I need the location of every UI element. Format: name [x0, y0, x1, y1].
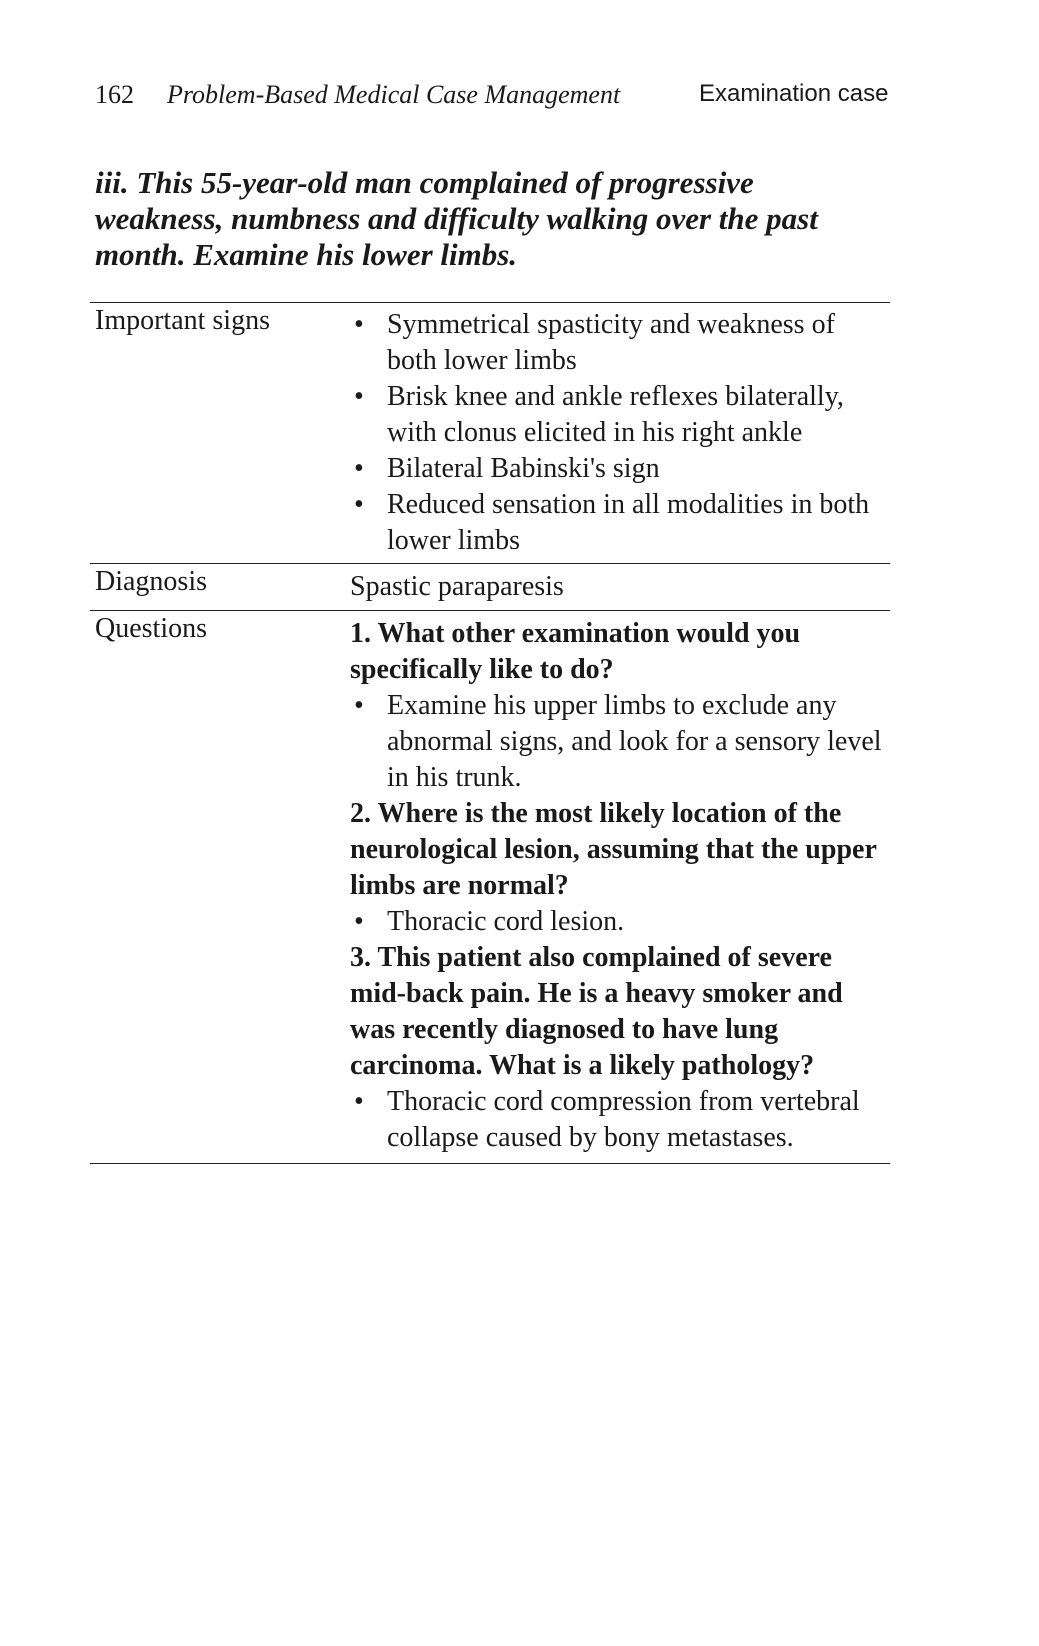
important-signs-label: Important signs [95, 305, 270, 336]
diagnosis-label: Diagnosis [95, 566, 207, 597]
section-label: Examination case [699, 80, 889, 107]
answer-list [350, 688, 890, 796]
question-text: 3. This patient also complained of severe mid-back pain. He is a heavy smoker and was recently diagnosed to have lung carcinoma. What is a likely pathology? [350, 942, 843, 1081]
answer-list [350, 1084, 890, 1156]
important-signs-row [90, 303, 890, 563]
sign-item [350, 487, 890, 559]
answer-item [350, 1084, 890, 1156]
case-heading-line: iii. This 55-year-old man complained of progressive [95, 165, 754, 200]
bullet-icon: • [354, 489, 364, 520]
case-heading-line: month. Examine his lower limbs. [95, 237, 518, 272]
answer-item [350, 688, 890, 796]
sign-text: Reduced sensation in all modalities in both lower limbs [387, 489, 870, 556]
answer-text: Thoracic cord lesion. [387, 906, 625, 937]
sign-text: Brisk knee and ankle reflexes bilaterally, with clonus elicited in his right ankle [387, 381, 844, 448]
diagnosis-row [90, 564, 890, 610]
sign-text: Symmetrical spasticity and weakness of both lower limbs [387, 309, 835, 376]
sign-item [350, 451, 890, 487]
question-text: 1. What other examination would you specifically like to do? [350, 618, 801, 685]
table-bottom-rule [90, 1163, 890, 1164]
question-text: 2. Where is the most likely location of the neurological lesion, assuming that the upper limbs are normal? [350, 798, 877, 901]
case-heading-line: weakness, numbness and difficulty walking over the past [95, 201, 818, 236]
bullet-icon: • [354, 1086, 364, 1117]
sign-text: Bilateral Babinski's sign [387, 453, 660, 484]
answer-item [350, 904, 890, 940]
case-heading [95, 165, 885, 273]
bullet-icon: • [354, 381, 364, 412]
important-signs-list [350, 307, 890, 559]
diagnosis-value: Spastic paraparesis [350, 571, 564, 602]
answer-list [350, 904, 890, 940]
bullet-icon: • [354, 690, 364, 721]
questions-content [350, 616, 890, 1156]
sign-item [350, 307, 890, 379]
bullet-icon: • [354, 453, 364, 484]
questions-row [90, 611, 890, 1163]
running-header [95, 80, 895, 116]
case-table [90, 302, 890, 1164]
bullet-icon: • [354, 309, 364, 340]
bullet-icon: • [354, 906, 364, 937]
important-signs-content [350, 307, 890, 559]
book-title: Problem-Based Medical Case Management [167, 80, 621, 109]
sign-item [350, 379, 890, 451]
answer-text: Thoracic cord compression from vertebral collapse caused by bony metastases. [387, 1086, 860, 1153]
page-number: 162 [95, 80, 134, 109]
answer-text: Examine his upper limbs to exclude any abnormal signs, and look for a sensory level in his trunk. [387, 690, 882, 793]
questions-label: Questions [95, 613, 207, 644]
